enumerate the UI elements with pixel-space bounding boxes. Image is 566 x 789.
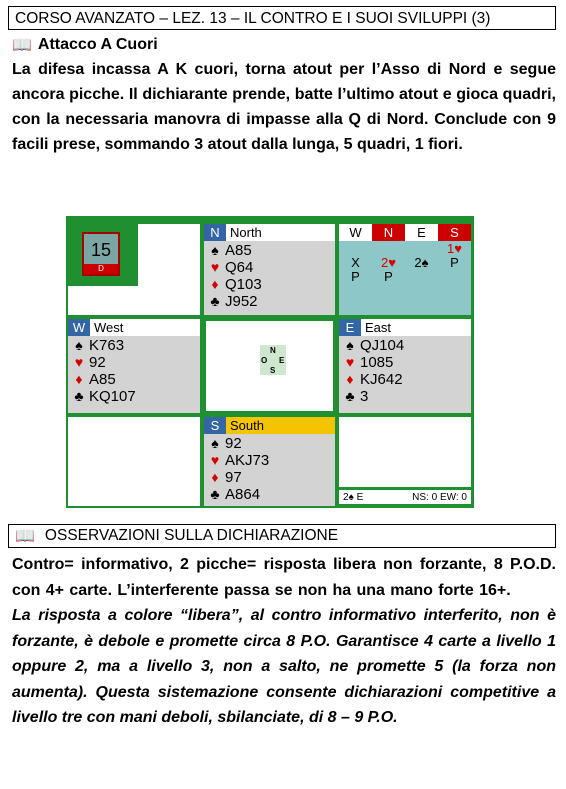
east-seat-tag: E [339,319,361,336]
club-icon: ♣ [210,293,220,309]
bid-header-w: W [349,225,362,240]
spade-icon: ♠ [75,337,83,353]
bid-cell: X [351,255,360,270]
spade-icon: ♠ [211,242,219,258]
bid-cell [405,270,438,284]
bid-cell [438,270,471,284]
south-hand [204,417,335,506]
west-clubs: KQ107 [89,388,136,405]
bridge-diagram [66,216,474,508]
book-icon: 📖 [15,528,35,545]
south-spades: 92 [225,435,242,452]
north-clubs: J952 [225,293,258,310]
observations-italic-text: La risposta a colore “libera”, al contro informativo interferito, non è forzante, è debole e promette circa 8 P.O. Garantisce 4 carte a livello 1 oppure 2, ma a livello 3, non a salto, ne promette 5 (la forza non aumenta). Questa sistemazione consente dichiarazioni competitive a livello tre con mani deboli, sbilanciate, di 8 – 9 P.O. [12,607,556,726]
bid-cell: P [450,255,459,270]
board-number-badge [82,232,120,276]
bid-header-s: S [438,224,471,241]
board-info-cell [68,224,200,315]
spade-icon: ♠ [346,337,354,353]
lesson-title: CORSO AVANZATO – LEZ. 13 – IL CONTRO E I SUOI SVILUPPI (3) [15,10,491,27]
compass-icon: N O E S [261,346,285,375]
diamond-icon: ♦ [346,371,354,387]
bid-cell: 2♠ [414,255,429,270]
bid-header-n: N [372,224,405,241]
empty-cell-southwest [68,417,200,506]
board-number: 15 [90,240,112,260]
east-name: East [365,320,392,335]
contract-status-bar [339,490,471,504]
bid-cell: P [351,269,360,284]
bid-cell: 1♥ [447,241,462,256]
result-cell [339,417,471,506]
west-hearts: 92 [89,354,106,371]
table-center [204,319,335,413]
north-hand [204,224,335,315]
spade-icon: ♠ [211,435,219,451]
bid-cell [339,242,372,256]
heart-icon: ♥ [210,452,220,468]
east-hand [339,319,471,413]
observations-text: Contro= informativo, 2 picche= risposta libera non forzante, 8 P.O.D. con 4+ carte. L’interferente passa se non ha una mano forte 16+. [12,556,556,599]
west-seat-tag: W [68,319,90,336]
east-diamonds: KJ642 [360,371,403,388]
club-icon: ♣ [74,388,84,404]
bidding-box [339,224,471,315]
north-diamonds: Q103 [225,276,262,293]
lesson-title-box [8,6,556,30]
club-icon: ♣ [345,388,355,404]
bid-cell: P [384,269,393,284]
south-name: South [230,418,264,433]
attack-subtitle-row [12,35,158,55]
bid-cell [405,242,438,256]
west-spades: K763 [89,337,125,354]
bidding-header [339,224,471,241]
score-label: NS: 0 EW: 0 [412,491,467,503]
book-icon: 📖 [12,37,32,54]
bid-header-e: E [417,225,426,240]
west-name: West [94,320,124,335]
north-hearts: Q64 [225,259,254,276]
dealer-indicator: D [84,264,118,274]
north-seat-tag: N [204,224,226,241]
south-seat-tag: S [204,417,226,434]
heart-icon: ♥ [210,259,220,275]
west-diamonds: A85 [89,371,116,388]
east-clubs: 3 [360,388,369,405]
observations-paragraph [12,552,556,731]
south-hearts: AKJ73 [225,452,270,469]
heart-icon: ♥ [74,354,84,370]
attack-subtitle: Attacco A Cuori [37,36,158,53]
heart-icon: ♥ [345,354,355,370]
west-hand [68,319,200,413]
south-diamonds: 97 [225,469,242,486]
contract-label: 2♠ E [343,491,364,503]
diamond-icon: ♦ [211,469,219,485]
observations-title-box [8,524,556,548]
club-icon: ♣ [210,486,220,502]
south-clubs: A864 [225,486,261,503]
attack-paragraph: La difesa incassa A K cuori, torna atout per l’Asso di Nord e segue ancora picche. Il dichiarante prende, batte l’ultimo atout e gioca quadri, con la necessaria manovra di impasse alla Q di Nord. Conclude con 9 facili prese, sommando 3 atout dalla lunga, 5 quadri, 1 fiori. [12,61,556,153]
east-spades: QJ104 [360,337,405,354]
bid-cell [372,242,405,256]
bid-cell: 2♥ [381,255,396,270]
east-hearts: 1085 [360,354,394,371]
north-name: North [230,225,262,240]
north-spades: A85 [225,242,252,259]
observations-title: OSSERVAZIONI SULLA DICHIARAZIONE [44,527,339,544]
diamond-icon: ♦ [211,276,219,292]
diamond-icon: ♦ [75,371,83,387]
bidding-sequence [339,241,471,315]
